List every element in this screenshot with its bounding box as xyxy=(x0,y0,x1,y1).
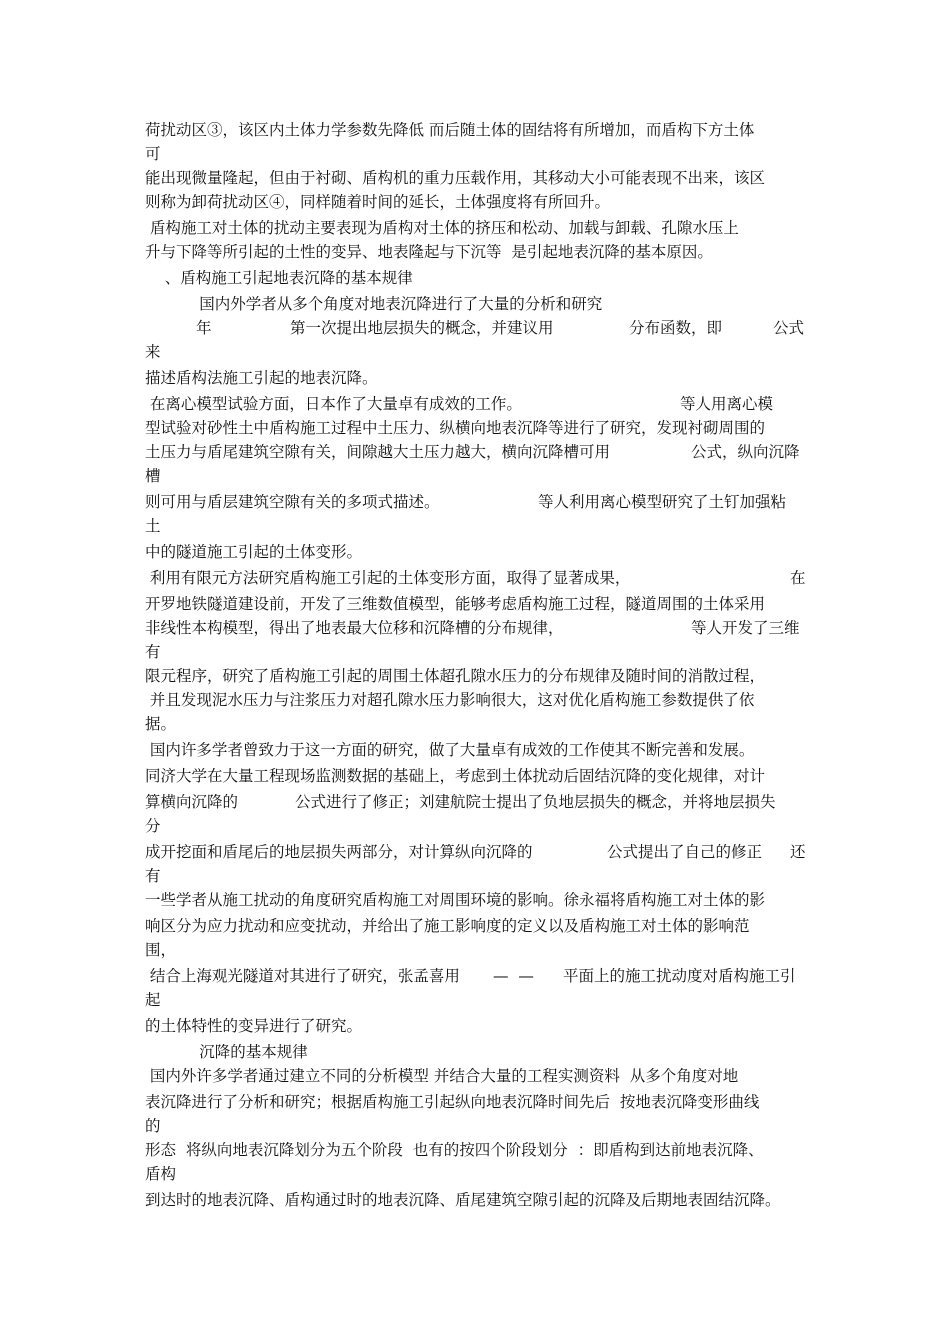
text-line: 描述盾构法施工引起的地表沉降。 xyxy=(145,369,378,387)
text-segment: 则可用与盾层建筑空隙有关的多项式描述。 xyxy=(145,493,440,511)
text-line: 分 xyxy=(145,817,161,835)
text-line: 槽 xyxy=(145,467,161,485)
text-segment: — — xyxy=(493,967,534,985)
text-line: 同济大学在大量工程现场监测数据的基础上，考虑到土体扰动后固结沉降的变化规律，对计 xyxy=(145,767,766,785)
text-line: 形态 将纵向地表沉降划分为五个阶段 也有的按四个阶段划分 ：即盾构到达前地表沉降、 xyxy=(145,1141,764,1159)
text-line: 能出现微量隆起，但由于衬砌、盾构机的重力压载作用，其移动大小可能表现不出来，该区 xyxy=(145,169,766,187)
text-segment: 等人用离心模 xyxy=(680,395,774,413)
text-line: 中的隧道施工引起的土体变形。 xyxy=(145,543,363,561)
text-line: 响区分为应力扰动和应变扰动，并给出了施工影响度的定义以及盾构施工对土体的影响范 xyxy=(145,917,750,935)
text-segment: 公式提出了自己的修正 xyxy=(607,843,763,861)
text-segment: 等人利用离心模型研究了土钉加强粘 xyxy=(538,493,787,511)
text-segment: 第一次提出地层损失的概念，并建议用 xyxy=(290,319,554,337)
text-line: 则称为卸荷扰动区④，同样随着时间的延长，土体强度将有所回升。 xyxy=(145,193,611,211)
text-line: 国内外学者从多个角度对地表沉降进行了大量的分析和研究 xyxy=(145,295,603,313)
text-line: 升与下降等所引起的土性的变异、地表隆起与下沉等 是引起地表沉降的基本原因。 xyxy=(145,243,713,261)
text-line: 盾构 xyxy=(145,1165,177,1183)
text-segment: 在离心模型试验方面，日本作了大量卓有成效的工作。 xyxy=(145,395,522,413)
text-segment: 算横向沉降的 xyxy=(145,793,239,811)
text-segment: 结合上海观光隧道对其进行了研究，张孟喜用 xyxy=(145,967,460,985)
text-line: 荷扰动区③，该区内土体力学参数先降低 而后随土体的固结将有所增加，而盾构下方土体 xyxy=(145,121,755,139)
text-line: 表沉降进行了分析和研究；根据盾构施工引起纵向地表沉降时间先后 按地表沉降变形曲线 xyxy=(145,1093,760,1111)
text-line: 国内许多学者曾致力于这一方面的研究，做了大量卓有成效的工作使其不断完善和发展。 xyxy=(145,741,755,759)
text-segment: 利用有限元方法研究盾构施工引起的土体变形方面，取得了显著成果， xyxy=(145,569,631,587)
text-line: 限元程序，研究了盾构施工引起的周围土体超孔隙水压力的分布规律及随时间的消散过程， xyxy=(145,667,766,685)
text-segment: 年 xyxy=(196,319,212,337)
text-line: 盾构施工对土体的扰动主要表现为盾构对土体的挤压和松动、加载与卸载、孔隙水压上 xyxy=(145,219,739,237)
text-segment: 平面上的施工扰动度对盾构施工引 xyxy=(563,967,796,985)
text-segment: 土压力与盾尾建筑空隙有关，间隙越大土压力越大，横向沉降槽可用 xyxy=(145,443,611,461)
text-line: 起 xyxy=(145,991,161,1009)
text-line: 来 xyxy=(145,343,161,361)
text-line: 据。 xyxy=(145,715,177,733)
text-segment: 公式进行了修正；刘建航院士提出了负地层损失的概念，并将地层损失 xyxy=(295,793,776,811)
text-segment: 成开挖面和盾尾后的地层损失两部分，对计算纵向沉降的 xyxy=(145,843,533,861)
text-line: 可 xyxy=(145,145,161,163)
text-line: 有 xyxy=(145,643,161,661)
text-line: 的土体特性的变异进行了研究。 xyxy=(145,1017,363,1035)
text-line: 的 xyxy=(145,1117,161,1135)
text-line: 到达时的地表沉降、盾构通过时的地表沉降、盾尾建筑空隙引起的沉降及后期地表固结沉降。 xyxy=(145,1191,781,1209)
text-line: 土 xyxy=(145,517,161,535)
text-line: 并且发现泥水压力与注浆压力对超孔隙水压力影响很大，这对优化盾构施工参数提供了依 xyxy=(145,691,755,709)
text-line: 一些学者从施工扰动的角度研究盾构施工对周围环境的影响。徐永福将盾构施工对土体的影 xyxy=(145,891,766,909)
section-heading: 、盾构施工引起地表沉降的基本规律 xyxy=(145,269,413,287)
text-segment: 非线性本构模型，得出了地表最大位移和沉降槽的分布规律， xyxy=(145,619,564,637)
text-segment: 公式 xyxy=(773,319,805,337)
text-line: 型试验对砂性土中盾构施工过程中土压力、纵横向地表沉降等进行了研究，发现衬砌周围的 xyxy=(145,419,766,437)
text-line: 国内外许多学者通过建立不同的分析模型 并结合大量的工程实测资料 从多个角度对地 xyxy=(145,1067,739,1085)
text-segment: 公式，纵向沉降 xyxy=(691,443,800,461)
section-heading: 沉降的基本规律 xyxy=(145,1043,308,1061)
text-line: 开罗地铁隧道建设前，开发了三维数值模型，能够考虑盾构施工过程，隧道周围的土体采用 xyxy=(145,595,766,613)
text-segment: 分布函数，即 xyxy=(629,319,723,337)
text-line: 围， xyxy=(145,941,177,959)
text-segment: 等人开发了三维 xyxy=(691,619,800,637)
text-line: 有 xyxy=(145,867,161,885)
text-segment: 还 xyxy=(790,843,806,861)
text-segment: 在 xyxy=(790,569,806,587)
